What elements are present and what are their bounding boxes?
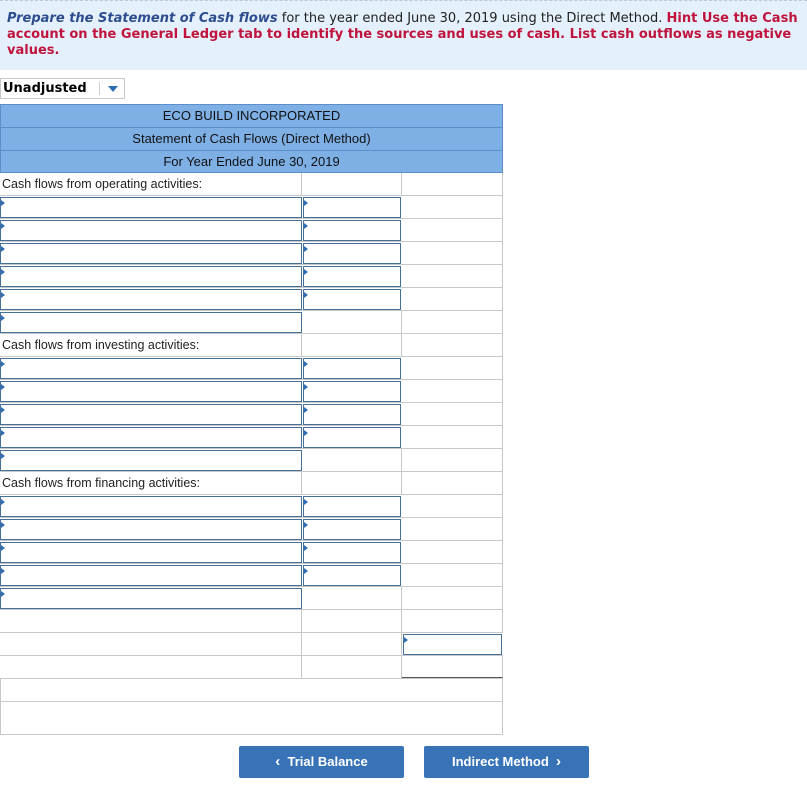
- investing-description-input[interactable]: [0, 404, 302, 425]
- caret-icon: [304, 522, 308, 528]
- table-row: [0, 541, 503, 564]
- prev-button-label: Trial Balance: [287, 754, 368, 769]
- statement-title: Statement of Cash Flows (Direct Method): [0, 127, 503, 150]
- investing-total-label-input[interactable]: [0, 450, 302, 471]
- next-button-label: Indirect Method: [451, 754, 549, 769]
- financing-amount-input[interactable]: [303, 496, 401, 517]
- operating-amount-input[interactable]: [303, 197, 401, 218]
- chevron-left-icon: ‹: [275, 753, 281, 770]
- table-row: [0, 288, 503, 311]
- operating-amount-input[interactable]: [303, 243, 401, 264]
- caret-icon: [1, 568, 5, 574]
- financing-description-input[interactable]: [0, 565, 302, 586]
- table-row: [0, 357, 503, 380]
- caret-icon: [1, 361, 5, 367]
- caret-icon: [304, 407, 308, 413]
- caret-icon: [1, 384, 5, 390]
- caret-icon: [1, 200, 5, 206]
- table-row: [0, 610, 503, 633]
- caret-icon: [304, 246, 308, 252]
- investing-label: Cash flows from investing activities:: [0, 334, 302, 356]
- caret-icon: [1, 545, 5, 551]
- caret-icon: [404, 637, 408, 643]
- table-row: [0, 380, 503, 403]
- caret-icon: [304, 545, 308, 551]
- operating-description-input[interactable]: [0, 197, 302, 218]
- table-row: [0, 219, 503, 242]
- table-row: [0, 702, 503, 735]
- section-row: [0, 334, 503, 357]
- operating-label: Cash flows from operating activities:: [0, 173, 302, 195]
- indirect-method-button[interactable]: [424, 746, 589, 778]
- instructions: [0, 0, 807, 70]
- financing-amount-input[interactable]: [303, 565, 401, 586]
- caret-icon: [1, 315, 5, 321]
- caret-icon: [1, 292, 5, 298]
- chevron-right-icon: ›: [556, 753, 561, 770]
- cash-flow-statement-table: [0, 104, 503, 735]
- instruction-text: for the year ended June 30, 2019 using the Direct Method.: [277, 11, 667, 26]
- table-row: [0, 518, 503, 541]
- financing-description-input[interactable]: [0, 496, 302, 517]
- caret-icon: [304, 361, 308, 367]
- investing-amount-input[interactable]: [303, 404, 401, 425]
- table-row: [0, 679, 503, 702]
- table-row: [0, 265, 503, 288]
- caret-icon: [1, 453, 5, 459]
- investing-amount-input[interactable]: [303, 358, 401, 379]
- caret-icon: [304, 200, 308, 206]
- financing-amount-input[interactable]: [303, 519, 401, 540]
- caret-icon: [304, 223, 308, 229]
- investing-description-input[interactable]: [0, 358, 302, 379]
- caret-icon: [1, 223, 5, 229]
- hint-label: Hint: [666, 11, 698, 26]
- financing-total-label-input[interactable]: [0, 588, 302, 609]
- statement-period: For Year Ended June 30, 2019: [0, 150, 503, 173]
- investing-amount-input[interactable]: [303, 381, 401, 402]
- investing-amount-input[interactable]: [303, 427, 401, 448]
- operating-total-label-input[interactable]: [0, 312, 302, 333]
- dropdown-value: Unadjusted: [3, 81, 87, 96]
- caret-icon: [1, 407, 5, 413]
- chevron-down-icon: [108, 86, 118, 92]
- operating-amount-input[interactable]: [303, 289, 401, 310]
- caret-icon: [304, 499, 308, 505]
- section-row: [0, 472, 503, 495]
- investing-description-input[interactable]: [0, 381, 302, 402]
- caret-icon: [1, 591, 5, 597]
- financing-description-input[interactable]: [0, 542, 302, 563]
- caret-icon: [1, 246, 5, 252]
- investing-description-input[interactable]: [0, 427, 302, 448]
- operating-amount-input[interactable]: [303, 266, 401, 287]
- table-row: [0, 449, 503, 472]
- financing-description-input[interactable]: [0, 519, 302, 540]
- financing-amount-input[interactable]: [303, 542, 401, 563]
- table-row: [0, 495, 503, 518]
- trial-balance-button[interactable]: [239, 746, 404, 778]
- caret-icon: [304, 292, 308, 298]
- table-row: [0, 656, 503, 679]
- section-row: [0, 173, 503, 196]
- hint-text: Use the Cash account on the General Ledger tab to identify the sources and uses of cash. List cash outflows as negative values.: [7, 11, 798, 58]
- table-row: [0, 564, 503, 587]
- instruction-title: Prepare the Statement of Cash flows: [7, 11, 278, 26]
- company-name: ECO BUILD INCORPORATED: [0, 104, 503, 127]
- caret-icon: [1, 499, 5, 505]
- table-row: [0, 426, 503, 449]
- operating-description-input[interactable]: [0, 243, 302, 264]
- operating-description-input[interactable]: [0, 289, 302, 310]
- caret-icon: [304, 430, 308, 436]
- table-row: [0, 242, 503, 265]
- operating-description-input[interactable]: [0, 266, 302, 287]
- journal-select-dropdown[interactable]: [0, 78, 125, 99]
- caret-icon: [1, 430, 5, 436]
- table-row: [0, 403, 503, 426]
- operating-amount-input[interactable]: [303, 220, 401, 241]
- table-row: [0, 311, 503, 334]
- table-row: [0, 633, 503, 656]
- net-change-amount-input[interactable]: [403, 634, 502, 655]
- caret-icon: [304, 384, 308, 390]
- caret-icon: [304, 269, 308, 275]
- table-row: [0, 587, 503, 610]
- operating-description-input[interactable]: [0, 220, 302, 241]
- caret-icon: [1, 269, 5, 275]
- financing-label: Cash flows from financing activities:: [0, 472, 302, 494]
- caret-icon: [1, 522, 5, 528]
- caret-icon: [304, 568, 308, 574]
- table-row: [0, 196, 503, 219]
